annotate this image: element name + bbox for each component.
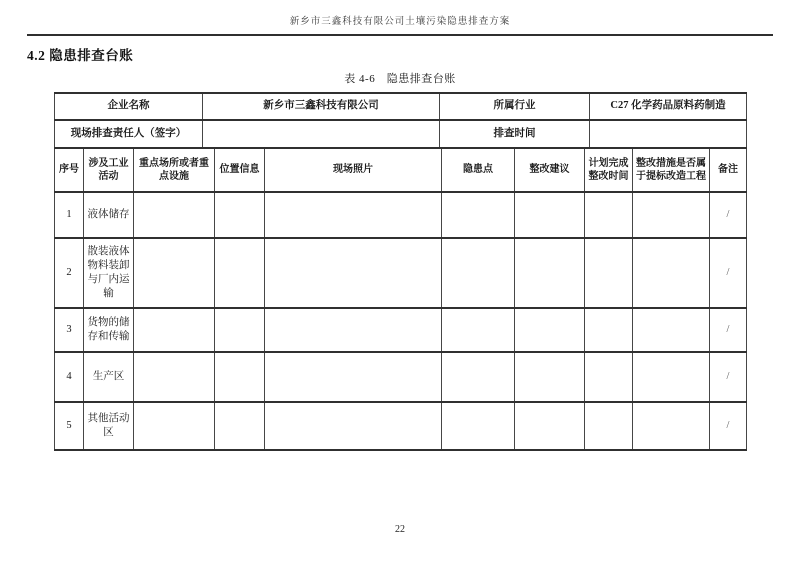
inspection-time-value [590,120,747,148]
suggestion-cell [515,402,585,450]
hazard-cell [442,402,515,450]
upgrade-cell [633,308,710,352]
seq-cell: 3 [55,308,84,352]
table-caption: 表 4-6 隐患排查台账 [344,73,456,85]
seq-cell: 5 [55,402,84,450]
industry-label: 所属行业 [440,93,590,120]
info-row-company [55,93,747,120]
inspector-label: 现场排查责任人（签字） [55,120,203,148]
remark-cell: / [710,402,747,450]
hazard-cell [442,308,515,352]
hazard-ledger-table [54,147,747,451]
upgrade-cell [633,238,710,308]
location-cell [215,192,265,238]
table-row-other-activity-area [55,402,747,450]
table-row-production-area [55,352,747,402]
facility-cell [134,192,215,238]
table-row-bulk-liquid-transport [55,238,747,308]
col-header-photo: 现场照片 [265,148,442,192]
col-header-hazard: 隐患点 [442,148,515,192]
facility-cell [134,238,215,308]
suggestion-cell [515,238,585,308]
deadline-cell [585,238,633,308]
suggestion-cell [515,192,585,238]
col-header-location: 位置信息 [215,148,265,192]
header-title: 新乡市三鑫科技有限公司土壤污染隐患排查方案 [289,17,511,27]
document-header [27,13,773,36]
remark-cell: / [710,308,747,352]
facility-cell [134,308,215,352]
hazard-cell [442,238,515,308]
suggestion-cell [515,352,585,402]
inspection-time-label: 排查时间 [440,120,590,148]
col-header-activity: 涉及工业活动 [84,148,134,192]
facility-cell [134,402,215,450]
remark-cell: / [710,192,747,238]
seq-cell: 2 [55,238,84,308]
remark-cell: / [710,352,747,402]
location-cell [215,402,265,450]
photo-cell [265,192,442,238]
company-name-label: 企业名称 [55,93,203,120]
deadline-cell [585,308,633,352]
upgrade-cell [633,192,710,238]
photo-cell [265,238,442,308]
upgrade-cell [633,352,710,402]
col-header-upgrade-project: 整改措施是否属于提标改造工程 [633,148,710,192]
hazard-cell [442,192,515,238]
activity-cell: 生产区 [84,352,134,402]
col-header-seq: 序号 [55,148,84,192]
suggestion-cell [515,308,585,352]
remark-cell: / [710,238,747,308]
hazard-cell [442,352,515,402]
ledger-table-area [54,92,746,451]
deadline-cell [585,402,633,450]
col-header-remark: 备注 [710,148,747,192]
deadline-cell [585,192,633,238]
photo-cell [265,402,442,450]
location-cell [215,238,265,308]
activity-cell: 散装液体物料装卸与厂内运输 [84,238,134,308]
ledger-header-row [55,148,747,192]
facility-cell [134,352,215,402]
company-name-value: 新乡市三鑫科技有限公司 [203,93,440,120]
photo-cell [265,352,442,402]
table-row-goods-storage [55,308,747,352]
info-row-inspector [55,120,747,148]
page-number: 22 [395,524,405,535]
location-cell [215,352,265,402]
photo-cell [265,308,442,352]
col-header-suggestion: 整改建议 [515,148,585,192]
info-table [54,92,747,149]
seq-cell: 4 [55,352,84,402]
seq-cell: 1 [55,192,84,238]
location-cell [215,308,265,352]
deadline-cell [585,352,633,402]
inspector-value [203,120,440,148]
activity-cell: 液体储存 [84,192,134,238]
activity-cell: 其他活动区 [84,402,134,450]
col-header-deadline: 计划完成整改时间 [585,148,633,192]
table-row-liquid-storage [55,192,747,238]
col-header-facility: 重点场所或者重点设施 [134,148,215,192]
upgrade-cell [633,402,710,450]
activity-cell: 货物的储存和传输 [84,308,134,352]
industry-value: C27 化学药品原料药制造 [590,93,747,120]
section-heading: 4.2 隐患排查台账 [27,48,134,63]
